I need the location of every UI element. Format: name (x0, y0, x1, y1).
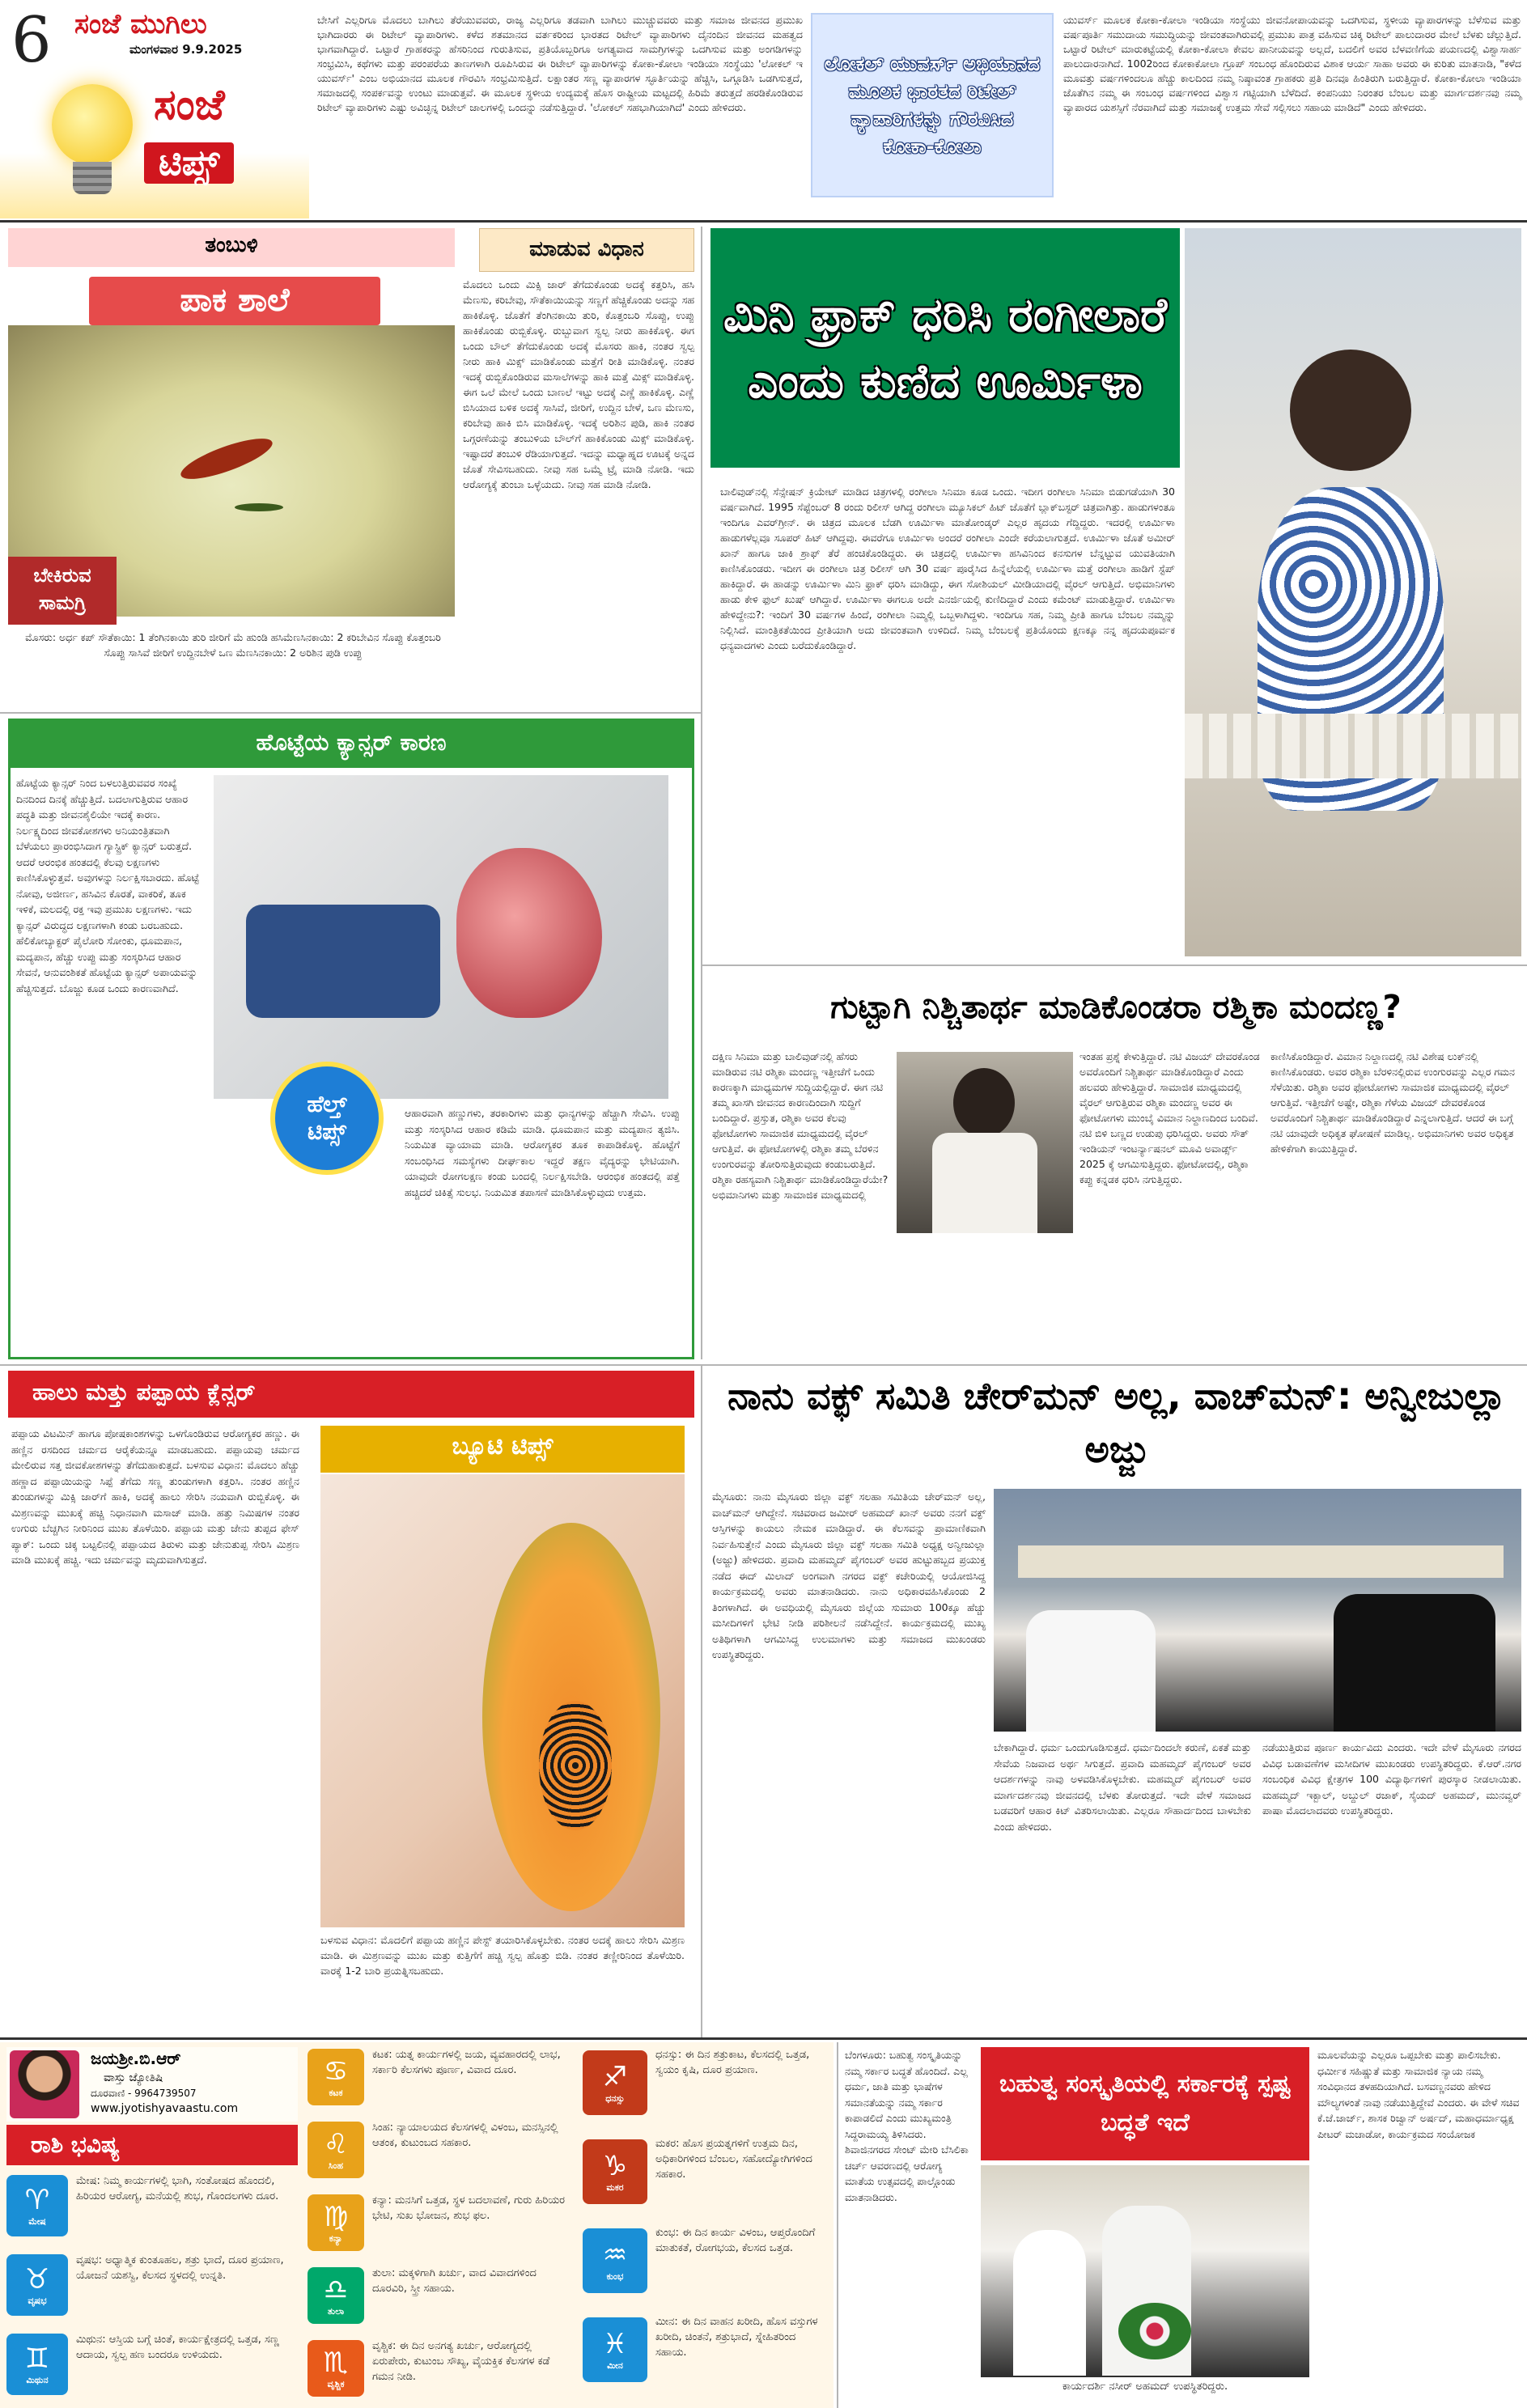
masthead (0, 0, 309, 218)
bengaluru-photo (981, 2165, 1309, 2377)
mesha-text: ಮೇಷ: ನಿಮ್ಮ ಕಾರ್ಯಗಳಲ್ಲಿ ಭಾಗಿ, ಸಂತೋಷದ ಹೊಂದಲಿ, ಹಿರಿಯರ ಆರೋಗ್ಯ, ಮನೆಯಲ್ಲಿ ಶುಭ, ಗೊಂದಲಗಳು ದೂರ. (76, 2175, 279, 2202)
waqf-text-right: ನಡೆಯುತ್ತಿರುವ ಪೂರ್ಣ ಕಾರ್ಯವಿದು ಎಂದರು. ಇದೇ ವೇಳೆ ಮೈಸೂರು ನಗರದ ವಿವಿಧ ಬಡಾವಣೆಗಳ ಮಸೀದಿಗಳ ಮುಖಂಡರು ಉಪಸ್ಥಿತರಿದ್ದರು. ಕೆ.ಆರ್.ನಗರ ಸಂಬಂಧಿಕ ವಿವಿಧ ಕ್ಷೇತ್ರಗಳ 100 ವಿದ್ಯಾರ್ಥಿಗಳಿಗೆ ಪುರಸ್ಕಾರ ನೀಡಲಾಯಿತು. ಮಹಮ್ಮದ್ ಇಕ್ಬಾಲ್, ಅಬ್ದುಲ್ ರಜಾಕ್, ಸೈಯದ್ ಅಹಮದ್, ಮುನವ್ವರ್ ಪಾಷಾ ಮೊದಲಾದವರು ಉಪಸ್ಥಿತರಿದ್ದರು. (1262, 1741, 1525, 1817)
urmila-photo (1185, 228, 1521, 956)
cancer-text-right: ಆಹಾರವಾಗಿ ಹಣ್ಣುಗಳು, ತರಕಾರಿಗಳು ಮತ್ತು ಧಾನ್ಯಗಳನ್ನು ಹೆಚ್ಚಾಗಿ ಸೇವಿಸಿ. ಉಪ್ಪು ಮತ್ತು ಸಂಸ್ಕರಿಸಿದ ಆಹಾರ ಕಡಿಮೆ ಮಾಡಿ. ಧೂಮಪಾನ ಮತ್ತು ಮದ್ಯಪಾನ ತ್ಯಜಿಸಿ. ನಿಯಮಿತ ವ್ಯಾಯಾಮ ಮಾಡಿ. ಆರೋಗ್ಯಕರ ತೂಕ ಕಾಪಾಡಿಕೊಳ್ಳಿ. ಹೊಟ್ಟೆಗೆ ಸಂಬಂಧಿಸಿದ ಸಮಸ್ಯೆಗಳು ದೀರ್ಘಕಾಲ ಇದ್ದರೆ ತಕ್ಷಣ ವೈದ್ಯರನ್ನು ಭೇಟಿಯಾಗಿ. ಯಾವುದೇ ರೋಗಲಕ್ಷಣ ಕಂಡು ಬಂದಲ್ಲಿ ನಿರ್ಲಕ್ಷಿಸಬೇಡಿ. ಆರಂಭಿಕ ಹಂತದಲ್ಲಿ ಪತ್ತೆ ಹಚ್ಚಿದರೆ ಚಿಕಿತ್ಸೆ ಸುಲಭ. ನಿಯಮಿತ ತಪಾಸಣೆ ಮಾಡಿಸಿಕೊಳ್ಳುವುದು ಉತ್ತಮ. (405, 1107, 683, 1198)
tula-text: ತುಲಾ: ಮಕ್ಕಳಿಗಾಗಿ ಖರ್ಚು, ವಾದ ವಿವಾದಗಳಿಂದ ದೂರವಿರಿ, ಸ್ತ್ರೀ ಸಹಾಯ. (372, 2267, 537, 2295)
rashmika-headline-bar (710, 971, 1521, 1044)
cancer-headline-bar (11, 721, 692, 768)
badge-line-2: ಟಿಪ್ಸ್ (308, 1118, 346, 1145)
bengaluru-headline: ಬಹುತ್ವ ಸಂಸ್ಕೃತಿಯಲ್ಲಿ ಸರ್ಕಾರಕ್ಕೆ ಸ್ಪಷ್ಟ ಬದ್ಧತೆ ಇದೆ (999, 2070, 1291, 2137)
meena-icon: ♓ ಮೀನ (583, 2317, 647, 2382)
lightbulb-icon (45, 84, 141, 206)
beauty-tips-badge: ಬ್ಯೂಟಿ ಟಿಪ್ಸ್ (320, 1426, 685, 1473)
divider (0, 1364, 1527, 1366)
logo-text: ಸಂಜೆ ಮುಗಿಲು (74, 8, 207, 40)
kataka-icon: ♋ ಕಟಕ (308, 2049, 364, 2105)
sign-row-kanya (308, 2193, 575, 2262)
astrologer-title: ವಾಸ್ತು ಜ್ಯೋತಿಷಿ (104, 2071, 163, 2084)
kumbha-text: ಕುಂಭ: ಈ ದಿನ ಕಾರ್ಯ ವಿಳಂಬ, ಆಪ್ತರೊಂದಿಗೆ ಮಾತುಕತೆ, ರೋಗಭಯ, ಕೆಲಸದ ಒತ್ತಡ. (655, 2227, 816, 2254)
vrischika-text: ವೃಶ್ಚಿಕ: ಈ ದಿನ ಅನಗತ್ಯ ಖರ್ಚು, ಆರೋಗ್ಯದಲ್ಲಿ ಏರುಪೇರು, ಕುಟುಂಬ ಸೌಖ್ಯ, ವೈಯಕ್ತಿಕ ಕೆಲಸಗಳ ಕಡೆ ಗಮನ ನೀಡಿ. (372, 2340, 550, 2383)
dhanu-text: ಧನಸ್ಸು: ಈ ದಿನ ಶತ್ರುಕಾಟ, ಕೆಲಸದಲ್ಲಿ ಒತ್ತಡ, ಸ್ವಯಂ ಕೃಷಿ, ದೂರ ಪ್ರಯಾಣ. (655, 2049, 810, 2076)
cancer-text-left: ಹೊಟ್ಟೆಯ ಕ್ಯಾನ್ಸರ್ ನಿಂದ ಬಳಲುತ್ತಿರುವವರ ಸಂಖ್ಯೆ ದಿನದಿಂದ ದಿನಕ್ಕೆ ಹೆಚ್ಚುತ್ತಿದೆ. ಬದಲಾಗುತ್ತಿರುವ ಆಹಾರ ಪದ್ಧತಿ ಮತ್ತು ಜೀವನಶೈಲಿಯೇ ಇದಕ್ಕೆ ಕಾರಣ. ನಿರ್ಲಕ್ಷ್ಯದಿಂದ ಜೀವಕೋಶಗಳು ಅನಿಯಂತ್ರಿತವಾಗಿ ಬೆಳೆಯಲು ಪ್ರಾರಂಭಿಸಿದಾಗ ಗ್ಯಾಸ್ಟ್ರಿಕ್ ಕ್ಯಾನ್ಸರ್ ಬರುತ್ತದೆ. ಆದರೆ ಆರಂಭಿಕ ಹಂತದಲ್ಲಿ ಕೆಲವು ಲಕ್ಷಣಗಳು ಕಾಣಿಸಿಕೊಳ್ಳುತ್ತವೆ. ಅವುಗಳನ್ನು ನಿರ್ಲಕ್ಷಿಸಬಾರದು. ಹೊಟ್ಟೆ ನೋವು, ಅಜೀರ್ಣ, ಹಸಿವಿನ ಕೊರತೆ, ವಾಕರಿಕೆ, ತೂಕ ಇಳಿಕೆ, ಮಲದಲ್ಲಿ ರಕ್ತ ಇವು ಪ್ರಮುಖ ಲಕ್ಷಣಗಳು. ಇದು ಕ್ಯಾನ್ಸರ್ ವಿರುದ್ಧದ ಲಕ್ಷಣಗಳಾಗಿ ಕಂಡು ಬರಬಹುದು. ಹೆಲಿಕೋಬ್ಯಾಕ್ಟರ್ ಪೈಲೋರಿ ಸೋಂಕು, ಧೂಮಪಾನ, ಮದ್ಯಪಾನ, ಹೆಚ್ಚು ಉಪ್ಪು ಮತ್ತು ಸಂಸ್ಕರಿಸಿದ ಆಹಾರ ಸೇವನೆ, ಆನುವಂಶಿಕತೆ ಹೊಟ್ಟೆಯ ಕ್ಯಾನ್ಸರ್ ಅಪಾಯವನ್ನು ಹೆಚ್ಚಿಸುತ್ತದೆ. ಬೊಜ್ಜು ಕೂಡ ಒಂದು ಕಾರಣವಾಗಿದೆ. (16, 777, 203, 994)
recipe-category-bar (8, 228, 455, 267)
divider (701, 227, 702, 1359)
rashmika-text-right: ಕಾಣಿಸಿಕೊಂಡಿದ್ದಾರೆ. ವಿಮಾನ ನಿಲ್ದಾಣದಲ್ಲಿ ನಟಿ ವಿಶೇಷ ಲುಕ್‌ನಲ್ಲಿ ಕಾಣಿಸಿಕೊಂಡರು. ಅವರ ರಶ್ಮಿಕಾ ಬೆರಳಿನಲ್ಲಿರುವ ಉಂಗುರವನ್ನು ಎಲ್ಲರ ಗಮನ ಸೆಳೆಯಿತು. ರಶ್ಮಿಕಾ ಅವರ ಫೋಟೋಗಳು ಸಾಮಾಜಿಕ ಮಾಧ್ಯಮದಲ್ಲಿ ವೈರಲ್ ಆಗುತ್ತಿವೆ. ಇತ್ತೀಚೆಗೆ ಅಷ್ಟೇ, ರಶ್ಮಿಕಾ ಗೆಳೆಯ ವಿಜಯ್ ದೇವರಕೊಂಡ ಅವರೊಂದಿಗೆ ನಿಶ್ಚಿತಾರ್ಥ ಮಾಡಿಕೊಂಡಿದ್ದಾರೆ ಎನ್ನಲಾಗುತ್ತಿದೆ. ಆದರೆ ಈ ಬಗ್ಗೆ ನಟಿ ಯಾವುದೇ ಅಧಿಕೃತ ಘೋಷಣೆ ಮಾಡಿಲ್ಲ. ಅಭಿಮಾನಿಗಳು ಅವರ ಅಧಿಕೃತ ಹೇಳಿಕೆಗಾಗಿ ಕಾಯುತ್ತಿದ್ದಾರೆ. (1270, 1050, 1518, 1155)
tips-title-1: ಸಂಜೆ (154, 81, 225, 129)
rashmika-text-mid: ಇಂತಹ ಪ್ರಶ್ನೆ ಕೇಳುತ್ತಿದ್ದಾರೆ. ನಟಿ ವಿಜಯ್ ದೇವರಕೊಂಡ ಅವರೊಂದಿಗೆ ನಿಶ್ಚಿತಾರ್ಥ ಮಾಡಿಕೊಂಡಿದ್ದಾರೆ ಎಂದು ಹಲವರು ಹೇಳುತ್ತಿದ್ದಾರೆ. ಸಾಮಾಜಿಕ ಮಾಧ್ಯಮದಲ್ಲಿ ವೈರಲ್ ಆಗುತ್ತಿರುವ ರಶ್ಮಿಕಾ ಮಂದಣ್ಣ ಅವರ ಈ ಫೋಟೋಗಳು ಮುಂಬೈ ವಿಮಾನ ನಿಲ್ದಾಣದಿಂದ ಬಂದಿವೆ. ನಟಿ ಬಿಳಿ ಬಣ್ಣದ ಉಡುಪು ಧರಿಸಿದ್ದರು. ಅವರು ಸೌತ್ ಇಂಡಿಯನ್ ಇಂಟರ್ನ್ಯಾಷನಲ್ ಮೂವಿ ಅವಾರ್ಡ್ಸ್ 2025 ಕ್ಕೆ ಆಗಮಿಸುತ್ತಿದ್ದರು. ಫೋಟೋದಲ್ಲಿ, ರಶ್ಮಿಕಾ ಕಪ್ಪು ಕನ್ನಡಕ ಧರಿಸಿ ನಗುತ್ತಿದ್ದರು. (1080, 1050, 1263, 1185)
page-number: 6 (11, 4, 52, 77)
badge-line-1: ಹೆಲ್ತ್ (307, 1091, 347, 1117)
kanya-icon: ♍ ಕನ್ಯಾ (308, 2194, 364, 2251)
divider (837, 2042, 838, 2408)
cancer-photo (214, 775, 668, 1099)
papaya-text-left: ಪಪ್ಪಾಯ ವಿಟಮಿನ್ ಹಾಗೂ ಪೋಷಕಾಂಶಗಳನ್ನು ಒಳಗೊಂಡಿರುವ ಆರೋಗ್ಯಕರ ಹಣ್ಣು. ಈ ಹಣ್ಣಿನ ರಸದಿಂದ ಚರ್ಮದ ಆರೈಕೆಯನ್ನೂ ಮಾಡಬಹುದು. ಪಪ್ಪಾಯವು ಚರ್ಮದ ಮೇಲಿರುವ ಸತ್ತ ಜೀವಕೋಶಗಳನ್ನು ತೆಗೆದುಹಾಕುತ್ತದೆ. ಬಳಸುವ ವಿಧಾನ: ಮೊದಲು ಹೆಚ್ಚು ಹಣ್ಣಾದ ಪಪ್ಪಾಯಿಯನ್ನು ಸಿಪ್ಪೆ ತೆಗೆದು ಸಣ್ಣ ತುಂಡುಗಳಾಗಿ ಕತ್ತರಿಸಿ. ನಂತರ ಹಣ್ಣಿನ ತುಂಡುಗಳನ್ನು ಮಿಕ್ಸಿ ಜಾರ್‌ಗೆ ಹಾಕಿ, ಅದಕ್ಕೆ ಹಾಲು ಸೇರಿಸಿ ನಯವಾಗಿ ರುಬ್ಬಿಕೊಳ್ಳಿ. ಈ ಮಿಶ್ರಣವನ್ನು ಮುಖಕ್ಕೆ ಹಚ್ಚಿ ನಿಧಾನವಾಗಿ ಮಸಾಜ್ ಮಾಡಿ. ಹತ್ತು ನಿಮಿಷಗಳ ನಂತರ ಉಗುರು ಬೆಚ್ಚಗಿನ ನೀರಿನಿಂದ ಮುಖ ತೊಳೆಯಿರಿ. ಪಪ್ಪಾಯ ಮತ್ತು ಜೇನು ತುಪ್ಪದ ಫೇಸ್ ಪ್ಯಾಕ್: ಒಂದು ಚಿಕ್ಕ ಬಟ್ಟಲಿನಲ್ಲಿ ಪಪ್ಪಾಯದ ತಿರುಳು ಮತ್ತು ಜೇನುತುಪ್ಪ ಸೇರಿಸಿ ಮಿಶ್ರಣ ಮಾಡಿ ಮುಖಕ್ಕೆ ಹಚ್ಚಿ. ಇದು ಚರ್ಮವನ್ನು ಮೃದುವಾಗಿಸುತ್ತದೆ. (11, 1427, 303, 1566)
waqf-headline: ನಾನು ವಕ್ಫ್ ಸಮಿತಿ ಚೇರ್‌ಮನ್ ಅಲ್ಲ, ವಾಚ್‌ಮನ್: ಅನ್ವೀಜುಲ್ಲಾ ಅಜ್ಜು (727, 1374, 1506, 1471)
papaya-headline: ಹಾಲು ಮತ್ತು ಪಪ್ಪಾಯ ಕ್ಲೆನ್ಸರ್ (32, 1379, 256, 1405)
mithuna-text: ಮಿಥುನ: ಆಸ್ತಿಯ ಬಗ್ಗೆ ಚಿಂತೆ, ಕಾರ್ಯಕ್ಷೇತ್ರದಲ್ಲಿ ಒತ್ತಡ, ಸಣ್ಣ ಆದಾಯ, ಸ್ವಲ್ಪ ಹಣ ಬಂದರೂ ಉಳಿಯದು. (76, 2334, 279, 2361)
rashmika-photo (897, 1052, 1073, 1233)
sign-row-kataka (308, 2047, 575, 2117)
astrologer-phone: ದೂರವಾಣಿ - 9964739507 (91, 2088, 197, 2099)
rashi-title: ರಾಶಿ ಭವಿಷ್ಯ (31, 2131, 120, 2158)
waqf-text-left: ಮೈಸೂರು: ನಾನು ಮೈಸೂರು ಜಿಲ್ಲಾ ವಕ್ಫ್ ಸಲಹಾ ಸಮಿತಿಯ ಚೇರ್‌ಮನ್ ಅಲ್ಲ, ವಾಚ್‌ಮನ್ ಆಗಿದ್ದೇನೆ. ಸಚಿವರಾದ ಜಮೀರ್ ಅಹಮದ್ ಖಾನ್ ಅವರು ನನಗೆ ವಕ್ಫ್ ಆಸ್ತಿಗಳನ್ನು ಕಾಯಲು ನೇಮಕ ಮಾಡಿದ್ದಾರೆ. ಈ ಕೆಲಸವನ್ನು ಪ್ರಾಮಾಣಿಕವಾಗಿ ನಿರ್ವಹಿಸುತ್ತೇನೆ ಎಂದು ಮೈಸೂರು ಜಿಲ್ಲಾ ವಕ್ಫ್ ಸಲಹಾ ಸಮಿತಿ ಅಧ್ಯಕ್ಷ ಅನ್ವೀಜುಲ್ಲಾ (ಅಜ್ಜು) ಹೇಳಿದರು. ಪ್ರವಾದಿ ಮಹಮ್ಮದ್ ಪೈಗಂಬರ್ ಅವರ ಹುಟ್ಟುಹಬ್ಬದ ಪ್ರಯುಕ್ತ ನಡೆದ ಈದ್ ಮಿಲಾದ್ ಅಂಗವಾಗಿ ನಗರದ ವಕ್ಫ್ ಕಚೇರಿಯಲ್ಲಿ ಆಯೋಜಿಸಿದ್ದ ಕಾರ್ಯಕ್ರಮದಲ್ಲಿ ಅವರು ಮಾತನಾಡಿದರು. ನಾನು ಅಧಿಕಾರವಹಿಸಿಕೊಂಡು 2 ತಿಂಗಳಾಗಿದೆ. ಈ ಅವಧಿಯಲ್ಲಿ ಮೈಸೂರು ಜಿಲ್ಲೆಯ ಸುಮಾರು 100ಕ್ಕೂ ಹೆಚ್ಚು ಮಸೀದಿಗಳಿಗೆ ಭೇಟಿ ನೀಡಿ ಪರಿಶೀಲನೆ ನಡೆಸಿದ್ದೇನೆ. ಕಾರ್ಯಕ್ರಮದಲ್ಲಿ ಮುಖ್ಯ ಅತಿಥಿಗಳಾಗಿ ಆಗಮಿಸಿದ್ದ ಉಲಮಾಗಳು ಮತ್ತು ಸಮಾಜದ ಮುಖಂಡರು ಉಪಸ್ಥಿತರಿದ್ದರು. (712, 1490, 989, 1660)
recipe-method-label: ಮಾಡುವ ವಿಧಾನ (479, 228, 694, 272)
tips-title-2: ಟಿಪ್ಸ್ (144, 142, 234, 184)
ingredients-label: ಬೇಕಿರುವ ಸಾಮಗ್ರಿ (8, 557, 117, 625)
cancer-headline: ಹೊಟ್ಟೆಯ ಕ್ಯಾನ್ಸರ್ ಕಾರಣ (256, 729, 447, 756)
vrishabha-text: ವೃಷಭ: ಅಧ್ಯಾತ್ಮಿಕ ಕುಂತೂಹಲ, ಶತ್ರು ಭಾದೆ, ದೂರ ಪ್ರಯಾಣ, ಯೋಜನೆ ಯಶಸ್ವಿ, ಕೆಲಸದ ಸ್ಥಳದಲ್ಲಿ ಉನ್ನತಿ. (76, 2254, 284, 2282)
bengaluru-text: ಬೆಂಗಳೂರು: ಬಹುತ್ವ ಸಂಸ್ಕೃತಿಯನ್ನು ನಮ್ಮ ಸರ್ಕಾರ ಬದ್ಧತೆ ಹೊಂದಿದೆ. ಎಲ್ಲ ಧರ್ಮ, ಜಾತಿ ಮತ್ತು ಭಾಷೆಗಳ ಸಮಾನತೆಯನ್ನು ನಮ್ಮ ಸರ್ಕಾರ ಕಾಪಾಡಲಿದೆ ಎಂದು ಮುಖ್ಯಮಂತ್ರಿ ಸಿದ್ದರಾಮಯ್ಯ ತಿಳಿಸಿದರು. ಶಿವಾಜಿನಗರದ ಸೇಂಟ್ ಮೇರಿ ಬೆಸಿಲಿಕಾ ಚರ್ಚ್ ಆವರಣದಲ್ಲಿ ಆರೋಗ್ಯ ಮಾತೆಯ ಉತ್ಸವದಲ್ಲಿ ಪಾಲ್ಗೊಂಡು ಮಾತನಾಡಿದರು. (845, 2049, 972, 2203)
health-tips-badge (270, 1062, 384, 1175)
bengaluru-text-right: ಮೂಲವೆಯನ್ನು ಎಲ್ಲರೂ ಒಪ್ಪಬೇಕು ಮತ್ತು ಪಾಲಿಸಬೇಕು. ಧರ್ಮೀಕ ಸಹಿಷ್ಣುತೆ ಮತ್ತು ಸಾಮಾಜಿಕ ನ್ಯಾಯ ನಮ್ಮ ಸಂವಿಧಾನದ ತಳಹದಿಯಾಗಿದೆ. ಬಸವಣ್ಣನವರು ಹೇಳಿದ ಮೌಲ್ಯಗಳಂತೆ ನಾವು ನಡೆಯುತ್ತಿದ್ದೇವೆ ಎಂದರು. ಈ ವೇಳೆ ಸಚಿವ ಕೆ.ಜೆ.ಜಾರ್ಜ್, ಶಾಸಕ ರಿಜ್ವಾನ್ ಅರ್ಷದ್, ಮಹಾಧರ್ಮಾಧ್ಯಕ್ಷ ಪೀಟರ್ ಮಚಾಡೋ, ಕಾರ್ಯಕ್ರಮದ ಸಂಯೋಜಕ (1317, 2049, 1523, 2140)
urmila-headline: ಮಿನಿ ಫ್ರಾಕ್ ಧರಿಸಿ ರಂಗೀಲಾರೆ ಎಂದು ಕುಣಿದ ಊರ್ಮಿಳಾ (723, 287, 1168, 409)
masthead-logo (74, 8, 301, 42)
astrologer-box (6, 2047, 298, 2122)
sign-row-mithuna (6, 2329, 298, 2405)
sign-row-vrishabha (6, 2249, 298, 2325)
sign-row-meena (583, 2314, 830, 2403)
sign-row-simha (308, 2120, 575, 2190)
astrologer-website[interactable]: www.jyotishyavaastu.com (91, 2102, 239, 2115)
bengaluru-caption: ಕಾರ್ಯದರ್ಶಿ ನಸೀರ್ ಅಹಮದ್ ಉಪಸ್ಥಿತರಿದ್ದರು. (1062, 2380, 1228, 2393)
kumbha-icon: ♒ ಕುಂಭ (583, 2228, 647, 2293)
avatar (10, 2050, 79, 2118)
sign-row-tula (308, 2266, 575, 2335)
vrischika-icon: ♏ ವೃಶ್ಚಿಕ (308, 2340, 364, 2397)
top-article-text-right: ಯುವರ್ಸ್ ಮೂಲಕ ಕೋಕಾ-ಕೋಲಾ ಇಂಡಿಯಾ ಸಂಸ್ಥೆಯು ಜೀವನೋಪಾಯವನ್ನು ಒದಗಿಸುವ, ಸ್ಥಳೀಯ ವ್ಯಾಪಾರಗಳನ್ನು ಬೆಳೆಸುವ ಮತ್ತು ವರ್ಷಪೂರ್ತಿ ಸಮುದಾಯ ಸಮುದ್ಧಿಯನ್ನು ಜೀವಂತವಾಗಿರುವಲ್ಲಿ ಪ್ರಮುಖ ಪಾತ್ರ ವಹಿಸುವ ಚಿಕ್ಕ ರಿಟೇಲ್ ಪಾಲುದಾರರ ಮೇಲೆ ಬೆಳಕು ಚೆಲ್ಲುತ್ತಿದೆ. ಒಟ್ಟಾರೆ ರಿಟೇಲ್ ಮಾರುಕಟ್ಟೆಯಲ್ಲಿ ಕೋಕಾ-ಕೋಲಾ ಕೇವಲ ಪಾನೀಯವನ್ನು ಅಲ್ಲದೆ, ಬದಲಿಗೆ ಅವರ ಬೆಳವಣಿಗೆಯ ಪಯಣದಲ್ಲಿ ವಿಶ್ವಾಸಾರ್ಹ ಪಾಲುದಾರನಾಗಿದೆ. 1002ರಿಂದ ಕೋಕಾಕೋಲಾ ಗ್ರೂಪ್ ಸಂಬಂಧ ಹೊಂದಿರುವ ವಿಶಾಕ ಆರ್ಯ ಸಾಹಾ ಅವರು ಈ ಕುರಿತು ಮಾತನಾಡಿ, "ಕಳೆದ ಮೂವತ್ತು ವರ್ಷಗಳಿಂದಲೂ ಹೆಚ್ಚು ಕಾಲದಿಂದ ನಮ್ಮ ನಿಷ್ಠಾವಂತ ಗ್ರಾಹಕರು ಪ್ರತಿ ದಿನವೂ ಹಿಂತಿರುಗಿ ಬರುತ್ತಿದ್ದಾರೆ. ಕೋಕಾ-ಕೋಲಾ ಇಂಡಿಯಾ ಜೊತೆಗಿನ ನಮ್ಮ ಈ ಸಂಬಂಧ ವರ್ಷಗಳಿಂದ ವಿಶ್ವಾಸ ಗಟ್ಟಿಯಾಗಿ ಬೆಳೆದಿದೆ. ಕಂಪನಿಯು ನಿರಂತರ ಬೆಂಬಲ ಮತ್ತು ಮಾರ್ಗದರ್ಶನವು ನಮ್ಮ ವ್ಯಾಪಾರದ ಯಶಸ್ಸಿಗೆ ನೆರವಾಗಿದೆ ಮತ್ತು ಸಮಾಜಕ್ಕೆ ಉತ್ತಮ ಸೇವೆ ಸಲ್ಲಿಸಲು ಸಹಾಯ ಮಾಡಿದೆ" ಎಂದು ಹೇಳಿದರು. (1063, 14, 1525, 113)
sign-row-mesha (6, 2170, 298, 2246)
papaya-text-under: ಬಳಸುವ ವಿಧಾನ: ಮೊದಲಿಗೆ ಪಪ್ಪಾಯ ಹಣ್ಣಿನ ಪೇಸ್ಟ್ ತಯಾರಿಸಿಕೊಳ್ಳಬೇಕು. ನಂತರ ಅದಕ್ಕೆ ಹಾಲು ಸೇರಿಸಿ ಮಿಶ್ರಣ ಮಾಡಿ. ಈ ಮಿಶ್ರಣವನ್ನು ಮುಖ ಮತ್ತು ಕುತ್ತಿಗೆಗೆ ಹಚ್ಚಿ ಸ್ವಲ್ಪ ಹೊತ್ತು ಬಿಡಿ. ನಂತರ ತಣ್ಣೀರಿನಿಂದ ತೊಳೆಯಿರಿ. ವಾರಕ್ಕೆ 1-2 ಬಾರಿ ಪ್ರಯತ್ನಿಸಬಹುದು. (320, 1934, 688, 1977)
urmila-text: ಬಾಲಿವುಡ್‌ನಲ್ಲಿ ಸೆನ್ಸೇಷನ್ ಕ್ರಿಯೇಟ್ ಮಾಡಿದ ಚಿತ್ರಗಳಲ್ಲಿ ರಂಗೀಲಾ ಸಿನಿಮಾ ಕೂಡ ಒಂದು. ಇದೀಗ ರಂಗೀಲಾ ಸಿನಿಮಾ ಬಿಡುಗಡೆಯಾಗಿ 30 ವರ್ಷವಾಗಿದೆ. 1995 ಸೆಪ್ಟೆಂಬರ್ 8 ರಂದು ರಿಲೀಸ್ ಆಗಿದ್ದ ರಂಗೀಲಾ ಮ್ಯೂಸಿಕಲ್ ಹಿಟ್ ಜೊತೆಗೆ ಬ್ಲಾಕ್‌ಬಸ್ಟರ್ ಚಿತ್ರವಾಗಿತ್ತು. ಹಾಡುಗಳಂತೂ ಇಂದಿಗೂ ಎವರ್‌ಗ್ರೀನ್. ಈ ಚಿತ್ರದ ಮೂಲಕ ಬೆಡಗಿ ಊರ್ಮಿಳಾ ಮಾತೋಂಡ್ಕರ್ ಎಲ್ಲರ ಹೃದಯ ಗೆದ್ದಿದ್ದರು. ಇದರಲ್ಲಿ ಊರ್ಮಿಳಾ ಹಾಡುಗಳೆಲ್ಲವೂ ಸೂಪರ್ ಹಿಟ್ ಆಗಿದ್ದವು. ಈವರೆಗೂ ಊರ್ಮಿಳಾ ಅಂದರೆ ರಂಗೀಲಾ ಎಂದೇ ಕರೆಯಲಾಗುತ್ತದೆ. ಊರ್ಮಿಳಾ ಜೊತೆ ಅಮೀರ್ ಖಾನ್ ಹಾಗೂ ಜಾಕಿ ಶ್ರಾಫ್ ತೆರೆ ಹಂಚಿಕೊಂಡಿದ್ದರು. ಈ ಚಿತ್ರದಲ್ಲಿ ಊರ್ಮಿಳಾ ಹಸಿವಿನಿಂದ ಕನಸುಗಳ ಬೆನ್ನಟ್ಟುವ ಯುವತಿಯಾಗಿ ಕಾಣಿಸಿಕೊಂಡರು. ಇದೀಗ ಈ ರಂಗೀಲಾ ಚಿತ್ರ ರಿಲೀಸ್ ಆಗಿ 30 ವರ್ಷ ಪೂರೈಸಿದ ಹಿನ್ನೆಲೆಯಲ್ಲಿ ಊರ್ಮಿಳಾ ಮತ್ತೆ ರಂಗೀಲಾ ಹಾಡಿಗೆ ಸ್ಟೆಪ್ ಹಾಕಿದ್ದಾರೆ. ಈ ಹಾಡನ್ನು ಊರ್ಮಿಳಾ ಮಿನಿ ಫ್ರಾಕ್ ಧರಿಸಿ ಮಾಡಿದ್ದು, ಈಗ ಸೋಶಿಯಲ್ ಮೀಡಿಯಾದಲ್ಲಿ ವೈರಲ್ ಆಗುತ್ತಿದೆ. ಅಭಿಮಾನಿಗಳು ಹಾಡು ಕೇಳಿ ಫುಲ್ ಖುಷ್ ಆಗಿದ್ದಾರೆ. ಊರ್ಮಿಳಾ ಈಗಲೂ ಅದೇ ಎನರ್ಜಿಯಲ್ಲಿ ಕುಣಿದಿದ್ದಾರೆ ಎಂದು ಕಮೆಂಟ್ ಮಾಡುತ್ತಿದ್ದಾರೆ. ಊರ್ಮಿಳಾ ಹೇಳಿದ್ದೇನು?: ಇಂದಿಗೆ 30 ವರ್ಷಗಳ ಹಿಂದೆ, ರಂಗೀಲಾ ನಿಮ್ಮಲ್ಲಿ ಒಬ್ಬಳಾಗಿದ್ದಳು. ಇಂದಿಗೂ ಸಹ, ನಿಮ್ಮ ಪ್ರೀತಿ ಹಾಗೂ ಬೆಂಬಲ ನಮ್ಮನ್ನು ನಿಲ್ಲಿಸಿದೆ. ಮಾಂತ್ರಿಕತೆಯಿಂದ ಪ್ರೀತಿಯಾಗಿ ಅದು ಜೀವಂತವಾಗಿ ಉಳಿದಿದೆ. ನಿಮ್ಮ ಬೆಂಬಲಕ್ಕೆ ಪ್ರತಿಯೊಂದು ಕ್ಷಣಕ್ಕೂ ನನ್ನ ಹೃದಯಪೂರ್ವಕ ಧನ್ಯವಾದಗಳು ಎಂದು ಬರೆದುಕೊಂಡಿದ್ದಾರೆ. (720, 485, 1178, 651)
recipe-ingredients: ಮೊಸರು: ಅರ್ಧ ಕಪ್ ಸೌತೆಕಾಯಿ: 1 ತೆಂಗಿನಕಾಯಿ ತುರಿ ಜೀರಿಗೆ ಮೆ ಹುಂಡಿ ಹಸಿಮೆಣಸಿನಕಾಯಿ: 2 ಕರಿಬೇವಿನ ಸೊಪ್ಪು ಕೊತ್ತಂಬರಿ ಸೊಪ್ಪು ಸಾಸಿವೆ ಜೀರಿಗೆ ಉದ್ದಿನಬೇಳೆ ಒಣ ಮೆಣಸಿನಕಾಯಿ: 2 ಅರಿಶಿನ ಪುಡಿ ಉಪ್ಪು (25, 631, 444, 659)
bengaluru-headline-bar (981, 2047, 1309, 2160)
masthead-date: ಮಂಗಳವಾರ 9.9.2025 (129, 42, 243, 57)
sign-row-dhanu (583, 2047, 830, 2133)
meena-text: ಮೀನ: ಈ ದಿನ ವಾಹನ ಖರೀದಿ, ಹೊಸ ವಸ್ತುಗಳ ಖರೀದಿ, ಚಿಂತನೆ, ಶತ್ರುಭಾದೆ, ಸ್ನೇಹಿತರಿಂದ ಸಹಾಯ. (655, 2316, 818, 2359)
makara-icon: ♑ ಮಕರ (583, 2139, 647, 2204)
makara-text: ಮಕರ: ಹೊಸ ಪ್ರಯತ್ನಗಳಿಗೆ ಉತ್ತಮ ದಿನ, ಅಧಿಕಾರಿಗಳಿಂದ ಬೆಂಬಲ, ಸಹೋದ್ಯೋಗಿಗಳಿಂದ ಸಹಕಾರ. (655, 2138, 812, 2181)
urmila-headline-box (710, 228, 1180, 468)
divider (0, 712, 701, 714)
top-article-callout (811, 13, 1054, 197)
mesha-icon: ♈ ಮೇಷ (6, 2175, 68, 2236)
astrologer-name: ಜಯಶ್ರೀ.ಬಿ.ಆರ್ (91, 2049, 181, 2068)
top-article-text-left: ಬೇಸಿಗೆ ಎಲ್ಲರಿಗೂ ಮೊದಲು ಬಾಗಿಲು ತೆರೆಯುವವರು, ರಾಜ್ಯ ಎಲ್ಲರಿಗೂ ತಡವಾಗಿ ಬಾಗಿಲು ಮುಚ್ಚುವವರು ಮತ್ತು ಸಮಾಜ ಜೀವನದ ಪ್ರಮುಖ ಭಾಗಿದಾರರು ಈ ರಿಟೇಲ್ ವ್ಯಾಪಾರಿಗಳು. ಕಳೆದ ಶತಮಾನದ ವರ್ತಕರಿಂದ ಭಾರತದ ರಿಟೇಲ್ ವ್ಯಾಪಾರಿಗಳು ದೈನಂದಿನ ಜೀವನದ ಮಹತ್ವದ ಭಾಗವಾಗಿದ್ದಾರೆ. ಒಟ್ಟಾರೆ ಗ್ರಾಹಕರನ್ನು ಹೆಸರಿನಿಂದ ಗುರುತಿಸುವ, ಪ್ರತಿಯೊಬ್ಬರಿಗೂ ಅಗತ್ಯವಾದ ಸಾಮಗ್ರಿಗಳನ್ನು ಒದಗಿಸುವ ಮತ್ತು ಅಂಗಡಿಗಳನ್ನು ಸಂಭ್ರಮಿಸಿ, ಕಥೆಗಳು ಮತ್ತು ಪರಂಪರೆಯ ತಾಣಗಳಾಗಿ ರೂಪಿಸಿರುವ ಈ ರಿಟೇಲ್ ವ್ಯಾಪಾರಿಗಳನ್ನು ಕೋಕಾ-ಕೋಲಾ ಇಂಡಿಯಾ ಸಂಸ್ಥೆಯು 'ಲೋಕಲ್ ಇ ಯುವರ್ಸ್' ಎಂಬ ಅಭಿಯಾನದ ಮೂಲಕ ಗೌರವಿಸಿ ಸಂಭ್ರಮಿಸುತ್ತಿದೆ. ಲಕ್ಷಾಂತರ ಸಣ್ಣ ವ್ಯಾಪಾರಗಳ ಸ್ಫೂರ್ತಿಯನ್ನು ಹೆಚ್ಚಿಸಿ, ಒಗ್ಗೂಡಿಸಿ ಒಡಗಿಸುತ್ತದೆ, ಸಮಾಜದಲ್ಲಿ ಸಂಪರ್ಕವನ್ನು ಉಂಟು ಮಾಡುತ್ತವೆ. ಈ ಮೂಲಕ ಸ್ಥಳೀಯ ಉದ್ಯಮಕ್ಕೆ ಹೊಸ ರಾಷ್ಟ್ರೀಯ ಮಟ್ಟದಲ್ಲಿ ಹಿರಿಮೆ ತರುತ್ತದೆ ಹರಡಿಕೊಂಡಿರುವ ರಿಟೇಲ್ ವ್ಯಾಪಾರಿಗಳು ಎಷ್ಟು ಅವಿಚ್ಛಿನ್ನ ರಿಟೇಲ್ ಜಾಲಗಳಲ್ಲಿ ಒಂದನ್ನು ನಡೆಸುತ್ತಿದ್ದಾರೆ. 'ಲೋಕಲ್ ಸಹಭಾಗಿಯಾಗಿದೆ' ಎಂದು ಹೇಳಿದರು. (317, 14, 806, 113)
kanya-text: ಕನ್ಯಾ: ಮನಸಿಗೆ ಒತ್ತಡ, ಸ್ಥಳ ಬದಲಾವಣೆ, ಗುರು ಹಿರಿಯರ ಭೇಟಿ, ಸುಖ ಭೋಜನ, ಶುಭ ಫಲ. (372, 2194, 566, 2222)
rashmika-headline: ಗುಟ್ಟಾಗಿ ನಿಶ್ಚಿತಾರ್ಥ ಮಾಡಿಕೊಂಡರಾ ರಶ್ಮಿಕಾ ಮಂದಣ್ಣ? (830, 989, 1402, 1026)
dhanu-icon: ♐ ಧನಸ್ಸು (583, 2050, 647, 2115)
recipe-category: ತಂಬುಳಿ (205, 233, 258, 257)
kataka-text: ಕಟಕ: ಯತ್ನ ಕಾರ್ಯಗಳಲ್ಲಿ ಜಯ, ವ್ಯವಹಾರದಲ್ಲಿ ಲಾಭ, ಸರ್ಕಾರಿ ಕೆಲಸಗಳು ಪೂರ್ಣ, ವಿವಾದ ದೂರ. (372, 2049, 561, 2076)
simha-text: ಸಿಂಹ: ನ್ಯಾಯಾಲಯದ ಕೆಲಸಗಳಲ್ಲಿ ವಿಳಂಬ, ಮನಸ್ಸಿನಲ್ಲಿ ಆತಂಕ, ಕುಟುಂಬದ ಸಹಕಾರ. (372, 2122, 558, 2149)
vrishabha-icon: ♉ ವೃಷಭ (6, 2254, 68, 2316)
recipe-section-label: ಪಾಕ ಶಾಲೆ (89, 277, 380, 325)
divider (701, 1366, 702, 2037)
recipe-method: ಮೊದಲು ಒಂದು ಮಿಕ್ಸಿ ಜಾರ್ ತೆಗೆದುಕೊಂಡು ಅದಕ್ಕೆ ಕತ್ತರಿಸಿ, ಹಸಿ ಮೆಣಸು, ಕರಿಬೇವು, ಸೌತೆಕಾಯಿಯನ್ನು ಸಣ್ಣಗೆ ಹೆಚ್ಚಿಕೊಂಡು ಅದನ್ನು ಸಹ ಹಾಕಿಕೊಳ್ಳಿ. ಜೊತೆಗೆ ತೆಂಗಿನಕಾಯಿ ತುರಿ, ಕೊತ್ತಂಬರಿ ಸೊಪ್ಪು, ಉಪ್ಪು ಹಾಕಿಕೊಂಡು ರುಬ್ಬಿಕೊಳ್ಳಿ. ರುಬ್ಬುವಾಗ ಸ್ವಲ್ಪ ನೀರು ಹಾಕಿಕೊಳ್ಳಿ. ಈಗ ಒಂದು ಬೌಲ್ ತೆಗೆದುಕೊಂಡು ಅದಕ್ಕೆ ಮೊಸರು ಹಾಕಿ, ನಂತರ ಸ್ವಲ್ಪ ನೀರು ಹಾಕಿ ಮಿಕ್ಸ್ ಮಾಡಿಕೊಂಡು ಮತ್ತೆಗೆ ರೀತಿ ಮಾಡಿಕೊಳ್ಳಿ. ನಂತರ ಇದಕ್ಕೆ ರುಬ್ಬಿಕೊಂಡಿರುವ ಮಸಾಲೆಗಳನ್ನು ಹಾಕಿ ಮತ್ತೆ ಮಿಕ್ಸ್ ಮಾಡಿಕೊಳ್ಳಿ. ಈಗ ಒಲೆ ಮೇಲೆ ಒಂದು ಬಾಣಲೆ ಇಟ್ಟು ಅದಕ್ಕೆ ಎಣ್ಣೆ ಹಾಕಿಕೊಳ್ಳಿ. ಎಣ್ಣೆ ಬಿಸಿಯಾದ ಬಳಿಕ ಅದಕ್ಕೆ ಸಾಸಿವೆ, ಜೀರಿಗೆ, ಉದ್ದಿನ ಬೇಳೆ, ಒಣ ಮೆಣಸು, ಕರಿಬೇವು ಹಾಕಿ ಬಿಸಿ ಮಾಡಿಕೊಳ್ಳಿ. ಇದಕ್ಕೆ ಅರಿಶಿನ ಪುಡಿ, ಹಾಕಿ ನಂತರ ಒಗ್ಗರಣೆಯನ್ನು ತಂಬುಳಿಯ ಬೌಲ್‌ಗೆ ಹಾಕಿಕೊಂಡು ಮಿಕ್ಸ್ ಮಾಡಿಕೊಳ್ಳಿ. ಇಷ್ಟಾದರೆ ತಂಬುಳಿ ರೆಡಿಯಾಗುತ್ತದೆ. ಇದನ್ನು ಮಧ್ಯಾಹ್ನದ ಊಟಕ್ಕೆ ಅನ್ನದ ಜೊತೆ ಸೇವಿಸಬಹುದು. ನೀವು ಸಹ ಒಮ್ಮೆ ಟ್ರೈ ಮಾಡಿ ನೋಡಿ. ಇದು ಆರೋಗ್ಯಕ್ಕೆ ತುಂಬಾ ಒಳ್ಳೆಯದು. ನೀವು ಸಹ ಮಾಡಿ ನೋಡಿ. (463, 278, 698, 490)
rashmika-text-left: ದಕ್ಷಿಣ ಸಿನಿಮಾ ಮತ್ತು ಬಾಲಿವುಡ್‌ನಲ್ಲಿ ಹೆಸರು ಮಾಡಿರುವ ನಟಿ ರಶ್ಮಿಕಾ ಮಂದಣ್ಣ ಇತ್ತೀಚೆಗೆ ಒಂದು ಕಾರಣಕ್ಕಾಗಿ ಮಾಧ್ಯಮಗಳ ಸುದ್ದಿಯಲ್ಲಿದ್ದಾರೆ. ಈಗ ನಟಿ ತಮ್ಮ ಖಾಸಗಿ ಜೀವನದ ಕಾರಣದಿಂದಾಗಿ ಸುದ್ದಿಗೆ ಬಂದಿದ್ದಾರೆ. ಪ್ರಸ್ತುತ, ರಶ್ಮಿಕಾ ಅವರ ಕೆಲವು ಫೋಟೋಗಳು ಸಾಮಾಜಿಕ ಮಾಧ್ಯಮದಲ್ಲಿ ವೈರಲ್ ಆಗುತ್ತಿವೆ. ಈ ಫೋಟೋಗಳಲ್ಲಿ ರಶ್ಮಿಕಾ ತಮ್ಮ ಬೆರಳಿನ ಉಂಗುರವನ್ನು ತೋರಿಸುತ್ತಿರುವುದು ಕಂಡುಬರುತ್ತಿದೆ. ರಶ್ಮಿಕಾ ರಹಸ್ಯವಾಗಿ ನಿಶ್ಚಿತಾರ್ಥ ಮಾಡಿಕೊಂಡಿದ್ದಾರೆಯೇ? ಅಭಿಮಾನಿಗಳು ಮತ್ತು ಸಾಮಾಜಿಕ ಮಾಧ್ಯಮದಲ್ಲಿ (712, 1050, 892, 1201)
divider (0, 2037, 1527, 2040)
sign-row-kumbha (583, 2225, 830, 2311)
mithuna-icon: ♊ ಮಿಥುನ (6, 2334, 68, 2395)
papaya-photo (320, 1474, 685, 1927)
waqf-text-mid: ಬೇಕಾಗಿದ್ದಾರೆ. ಧರ್ಮ ಒಂದುಗೂಡಿಸುತ್ತದೆ. ಧರ್ಮದಿಂದಲೇ ಕರುಣೆ, ಏಕತೆ ಮತ್ತು ಸೇವೆಯ ನಿಜವಾದ ಅರ್ಥ ಸಿಗುತ್ತದೆ. ಪ್ರವಾದಿ ಮಹಮ್ಮದ್ ಪೈಗಂಬರ್ ಅವರ ಆದರ್ಶಗಳನ್ನು ನಾವು ಅಳವಡಿಸಿಕೊಳ್ಳಬೇಕು. ಮಹಮ್ಮದ್ ಪೈಗಂಬರ್ ಅವರ ಮಾರ್ಗದರ್ಶನವು ಜೀವನದಲ್ಲಿ ಬೆಳಕು ತೋರುತ್ತದೆ. ಇದೇ ವೇಳೆ ಸಮಾಜದ ಬಡವರಿಗೆ ಆಹಾರ ಕಿಟ್ ವಿತರಿಸಲಾಯಿತು. ಎಲ್ಲರೂ ಸೌಹಾರ್ದದಿಂದ ಬಾಳಬೇಕು ಎಂದು ಹೇಳಿದರು. (994, 1741, 1254, 1833)
tula-icon: ♎ ತುಲಾ (308, 2267, 364, 2324)
simha-icon: ♌ ಸಿಂಹ (308, 2122, 364, 2178)
papaya-headline-bar (8, 1371, 694, 1418)
rashi-title-bar (6, 2125, 298, 2165)
sign-row-makara (583, 2136, 830, 2222)
divider (0, 220, 1527, 223)
divider (702, 964, 1527, 966)
sign-row-vrischika (308, 2338, 575, 2408)
waqf-photo (994, 1489, 1521, 1732)
callout-text: ಲೋಕಲ್ ಯುವರ್ಸ್ ಅಭಿಯಾನದ ಮೂಲಕ ಭಾರತದ ರಿಟೇಲ್ ವ್ಯಾಪಾರಿಗಳನ್ನು ಗೌರವಿಸಿದ ಕೋಕಾ-ಕೋಲಾ (824, 53, 1041, 158)
